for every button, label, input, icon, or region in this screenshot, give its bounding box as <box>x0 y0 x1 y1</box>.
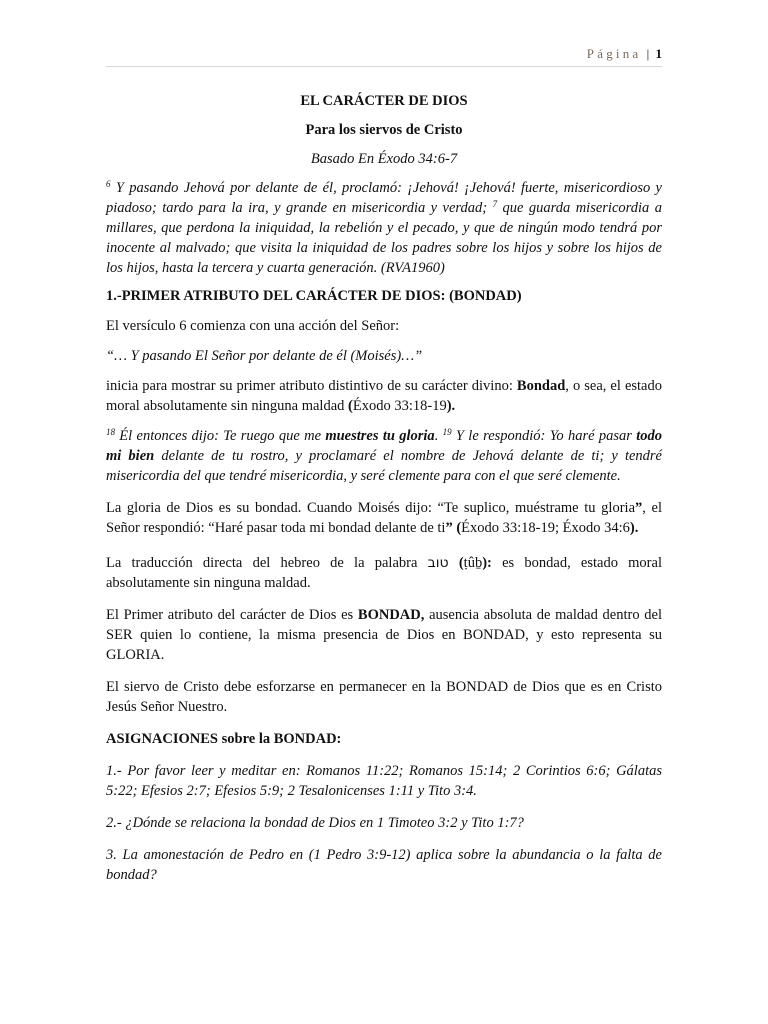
text-run: es bondad, estado moral absolutamente sin ninguna maldad. <box>106 555 662 591</box>
text-run: La gloria de Dios es su bondad. Cuando Moisés dijo: “Te suplico, muéstrame tu gloria <box>106 500 636 516</box>
header-divider <box>106 66 662 67</box>
text-run: ausencia absoluta de maldad dentro del SER quien lo contiene, la misma presencia de Dios en BONDAD, y esto representa su GLORIA. <box>106 607 663 663</box>
hebrew-word: טוב <box>427 555 449 571</box>
scripture-reference: Basado En Éxodo 34:6-7 <box>310 151 458 167</box>
bold-run: ): <box>482 555 492 571</box>
assignment-item: 1.- Por favor leer y meditar en: Romanos 11:22; Romanos 15:14; 2 Corintios 6:6; Gálatas 5:22; Efesios 2:7; Efesios 5:9; 2 Tesalonicenses 1:11 y Tito 3:4. <box>106 763 662 799</box>
text-run: Éxodo 33:18-19 <box>352 398 447 414</box>
verse-text: Él entonces dijo: Te ruego que me <box>115 428 326 444</box>
bold-run: muestres tu gloria <box>325 428 435 444</box>
transliteration: ṭûḇ <box>463 555 483 571</box>
text-run: , el Señor respondió: “Haré pasar toda mi bondad delante de ti <box>106 500 662 536</box>
paragraph-hebrew <box>106 553 662 593</box>
page-label: Página <box>586 46 642 61</box>
text-run: , o sea, el estado moral absolutamente sin ninguna maldad <box>106 378 662 414</box>
verse-number: 6 <box>106 179 111 189</box>
assignments-heading: ASIGNACIONES sobre la BONDAD: <box>106 731 342 747</box>
scripture-verse-block <box>106 178 662 278</box>
scripture-verse-block-2 <box>106 426 662 486</box>
bold-run: ” <box>635 500 643 516</box>
bold-run: todo mi bien <box>106 428 663 464</box>
text-run: El Primer atributo del carácter de Dios es <box>106 607 358 623</box>
text-run: inicia para mostrar su primer atributo distintivo de su carácter divino: <box>106 378 517 394</box>
verse-number: 7 <box>492 199 498 209</box>
bold-run: BONDAD, <box>357 607 425 623</box>
bold-run: ). <box>446 398 456 414</box>
text-run: Éxodo 33:18-19; Éxodo 34:6 <box>461 520 630 536</box>
verse-number: 19 <box>442 427 452 437</box>
assignment-item: 2.- ¿Dónde se relaciona la bondad de Dios en 1 Timoteo 3:2 y Tito 1:7? <box>106 815 524 831</box>
paragraph-first-attribute <box>106 605 662 665</box>
text-run: La traducción directa del hebreo de la palabra <box>106 555 428 571</box>
verse-number: 18 <box>106 427 115 437</box>
bold-run: ). <box>629 520 639 536</box>
paragraph-intro: El versículo 6 comienza con una acción del Señor: <box>106 318 400 334</box>
verse-text: delante de tu rostro, y proclamaré el nombre de Jehová delante de ti; y tendré misericordia del que tendré misericordia, y seré clemente para con el que seré clemente. <box>106 448 662 484</box>
document-body <box>106 90 662 885</box>
bold-run: ” ( <box>445 520 462 536</box>
document-title: EL CARÁCTER DE DIOS <box>300 93 468 109</box>
page-number: 1 <box>655 46 662 61</box>
paragraph-servant: El siervo de Cristo debe esforzarse en permanecer en la BONDAD de Dios que es en Cristo Jesús Señor Nuestro. <box>106 679 662 715</box>
verse-text: . <box>434 428 443 444</box>
verse-text: Y pasando Jehová por delante de él, proclamó: ¡Jehová! ¡Jehová! fuerte, misericordioso y piadoso; tardo para la ira, y grande en misericordia y verdad; <box>106 180 662 216</box>
bold-run: ( <box>448 555 464 571</box>
document-subtitle: Para los siervos de Cristo <box>305 122 463 138</box>
bold-run: ( <box>348 398 353 414</box>
verse-text: que guarda misericordia a millares, que perdona la iniquidad, la rebelión y el pecado, y que de ningún modo tendrá por inocente al malvado; que visita la iniquidad de los padres sobre los hijos y sobre los hijos de los hijos, hasta la tercera y cuarta generación. (RVA1960) <box>106 200 662 276</box>
paragraph-glory <box>106 498 662 538</box>
page-header <box>106 46 662 62</box>
paragraph-attribute <box>106 376 662 416</box>
page-separator: | <box>646 46 650 61</box>
verse-text: Y le respondió: Yo haré pasar <box>451 428 637 444</box>
assignment-item: 3. La amonestación de Pedro en (1 Pedro 3:9-12) aplica sobre la abundancia o la falta de bondad? <box>106 847 662 883</box>
bold-run: Bondad <box>516 378 566 394</box>
section-heading: 1.-PRIMER ATRIBUTO DEL CARÁCTER DE DIOS: (BONDAD) <box>106 288 522 304</box>
quote: “… Y pasando El Señor por delante de él (Moisés)…” <box>106 348 423 364</box>
